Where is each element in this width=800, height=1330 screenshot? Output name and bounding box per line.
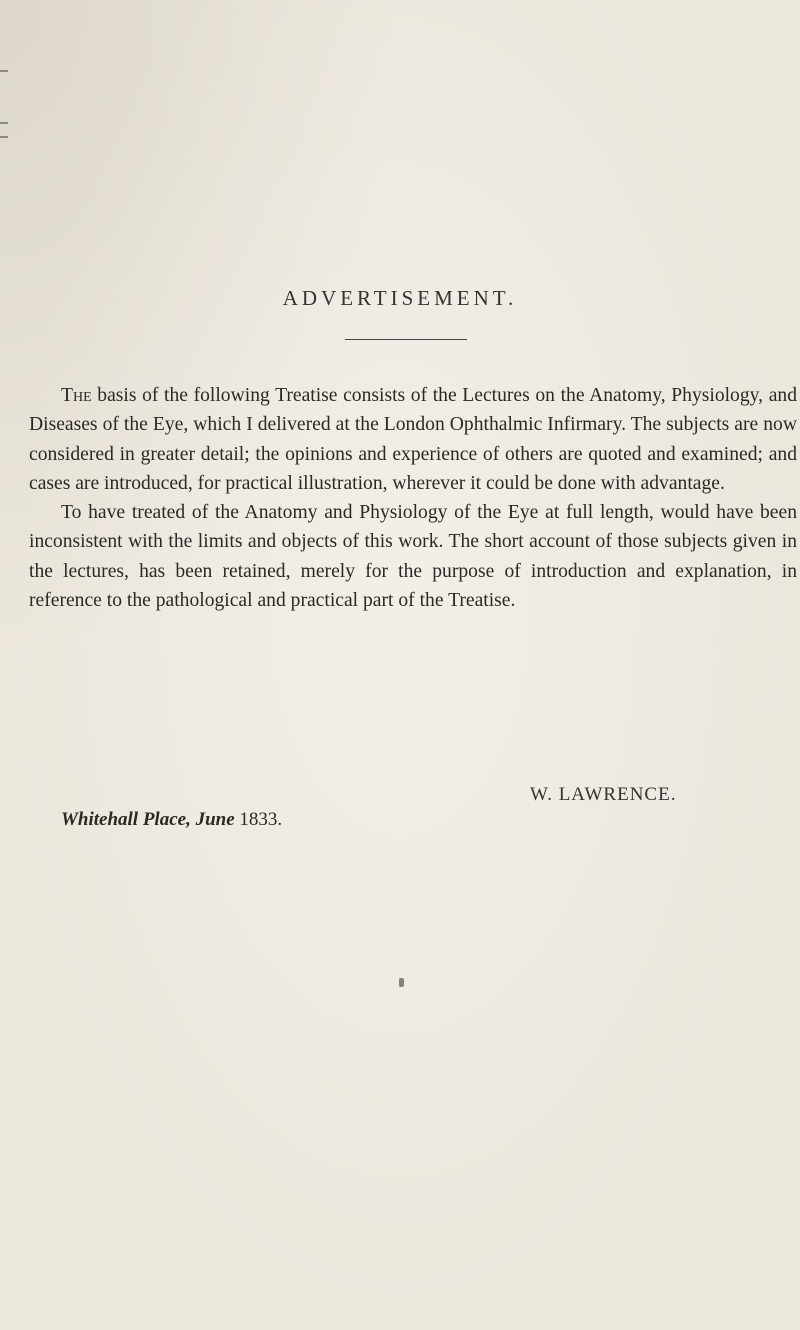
body-text xyxy=(29,381,797,615)
author-signature: W. LAWRENCE. xyxy=(530,784,677,805)
page-heading: ADVERTISEMENT. xyxy=(282,286,518,310)
heading-divider xyxy=(345,339,467,340)
dateline-year: 1833. xyxy=(239,809,283,830)
paragraph-1-text: basis of the following Treatise consists of the Lectures on the Anatomy, Physiology, and Diseases of the Eye, which I delivered at the London Ophthalmic Infirmary. The subjects are now considered in greater detail; the opinions and experience of others are quoted and examined; and cases are introduced, for practical illustration, wherever it could be done with advantage. xyxy=(29,385,797,494)
dateline-place: Whitehall Place, June xyxy=(61,809,235,830)
paragraph-1-lead: The xyxy=(61,385,92,406)
paragraph-2: To have treated of the Anatomy and Physiology of the Eye at full length, would have been inconsistent with the limits and objects of this work. The short account of those subjects given in the lectures, has been retained, merely for the purpose of introduction and explanation, in reference to the pathological and practical part of the Treatise. xyxy=(29,502,797,612)
ink-speck xyxy=(399,978,404,987)
page-edge-mark xyxy=(0,136,8,138)
dateline xyxy=(61,809,561,831)
paragraph-1 xyxy=(29,381,797,498)
page-edge-mark xyxy=(0,70,8,72)
page-edge-mark xyxy=(0,122,8,124)
